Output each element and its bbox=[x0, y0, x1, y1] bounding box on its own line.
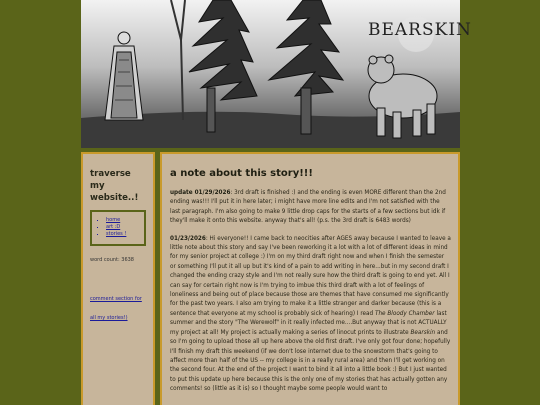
nav-box bbox=[90, 210, 146, 246]
nav-link-art[interactable]: art :D bbox=[106, 224, 121, 230]
update-2-date: 01/23/2026 bbox=[170, 235, 206, 242]
nav-item-art bbox=[106, 224, 140, 231]
nav-list bbox=[96, 217, 140, 238]
main-content bbox=[160, 152, 460, 405]
word-count: word count: 3638 bbox=[90, 257, 134, 263]
nav-link-stories[interactable]: stories ! bbox=[106, 231, 127, 237]
site-title: BEARSKIN bbox=[368, 20, 472, 40]
update-paragraph-1 bbox=[170, 189, 451, 227]
woman-figure bbox=[105, 32, 143, 120]
pine-tree-middle bbox=[269, 0, 343, 134]
book-title: The Bloody Chamber bbox=[374, 310, 435, 317]
update-2-text-c: and so I'm going to upload those all up here above the old first draft. I've only got four done; hopefully I'll finish my draft this weekend (if we don't lose internet due to the snowstorm that's going to affect more than half of the US -- my college is in a really rural area) and then I'll get working on the second four. At the end of the project I want to bind it all into a little book :) But I just wanted to put this update up here because this is the only one of my stories that has actually gotten any comments! so (little as it is) so I thought maybe some people would want to bbox=[170, 329, 451, 393]
page-heading: a note about this story!!! bbox=[170, 168, 313, 179]
sidebar-title: traverse my website..! bbox=[90, 169, 139, 203]
sidebar bbox=[81, 152, 155, 405]
update-1-text: : 3rd draft is finished :) and the ending is even MORE different than the 2nd ending was!!! I'll put it in here later; i might have more line edits and I'm not satisfied with the last paragraph. I'm also going to make 9 little drop caps for the starts of a few sections but idk if they'll make it onto this website. anyway that's all! (p.s. the 3rd draft is 6483 words) bbox=[170, 190, 446, 225]
story-title: Bearskin bbox=[410, 329, 436, 336]
update-2-text-b: last summer and the story "The Werewolf" in it really infected me....But anyway that is not ACTUALLY my project at all! My project is actually making a series of linocut prints to illustrate bbox=[170, 310, 447, 336]
header-banner bbox=[81, 0, 472, 148]
update-paragraph-2 bbox=[170, 235, 451, 395]
nav-link-home[interactable]: home bbox=[106, 217, 121, 223]
nav-item-stories bbox=[106, 231, 140, 238]
update-2-text-a: : Hi everyone!! I came back to neocities after AGES away because I wanted to leave a little note about this story and say I've been reworking it a lot with a lot of different ideas in mind for my senior project at college :) I'm on my third draft right now and when I finish the semester or something I'll put it all up but it's kind of a pain to add writing in here...but in my second draft I changed the ending crazy style and I'm not really sure how the third draft is going to end yet. All I can say for certain right now is I'm trying to imbue this third draft with a lot of feelings of loneliness and being out of place because those are themes that have consumed me significantly for the past two years. I also am trying to make it a little stranger and darker because (this is a sentence that everyone at my school is probably sick of hearing) I read bbox=[170, 235, 451, 317]
update-1-date: update 01/29/2026 bbox=[170, 190, 231, 196]
nav-item-home bbox=[106, 217, 140, 224]
comment-section-link[interactable]: comment section for all my stories!) bbox=[90, 296, 142, 321]
